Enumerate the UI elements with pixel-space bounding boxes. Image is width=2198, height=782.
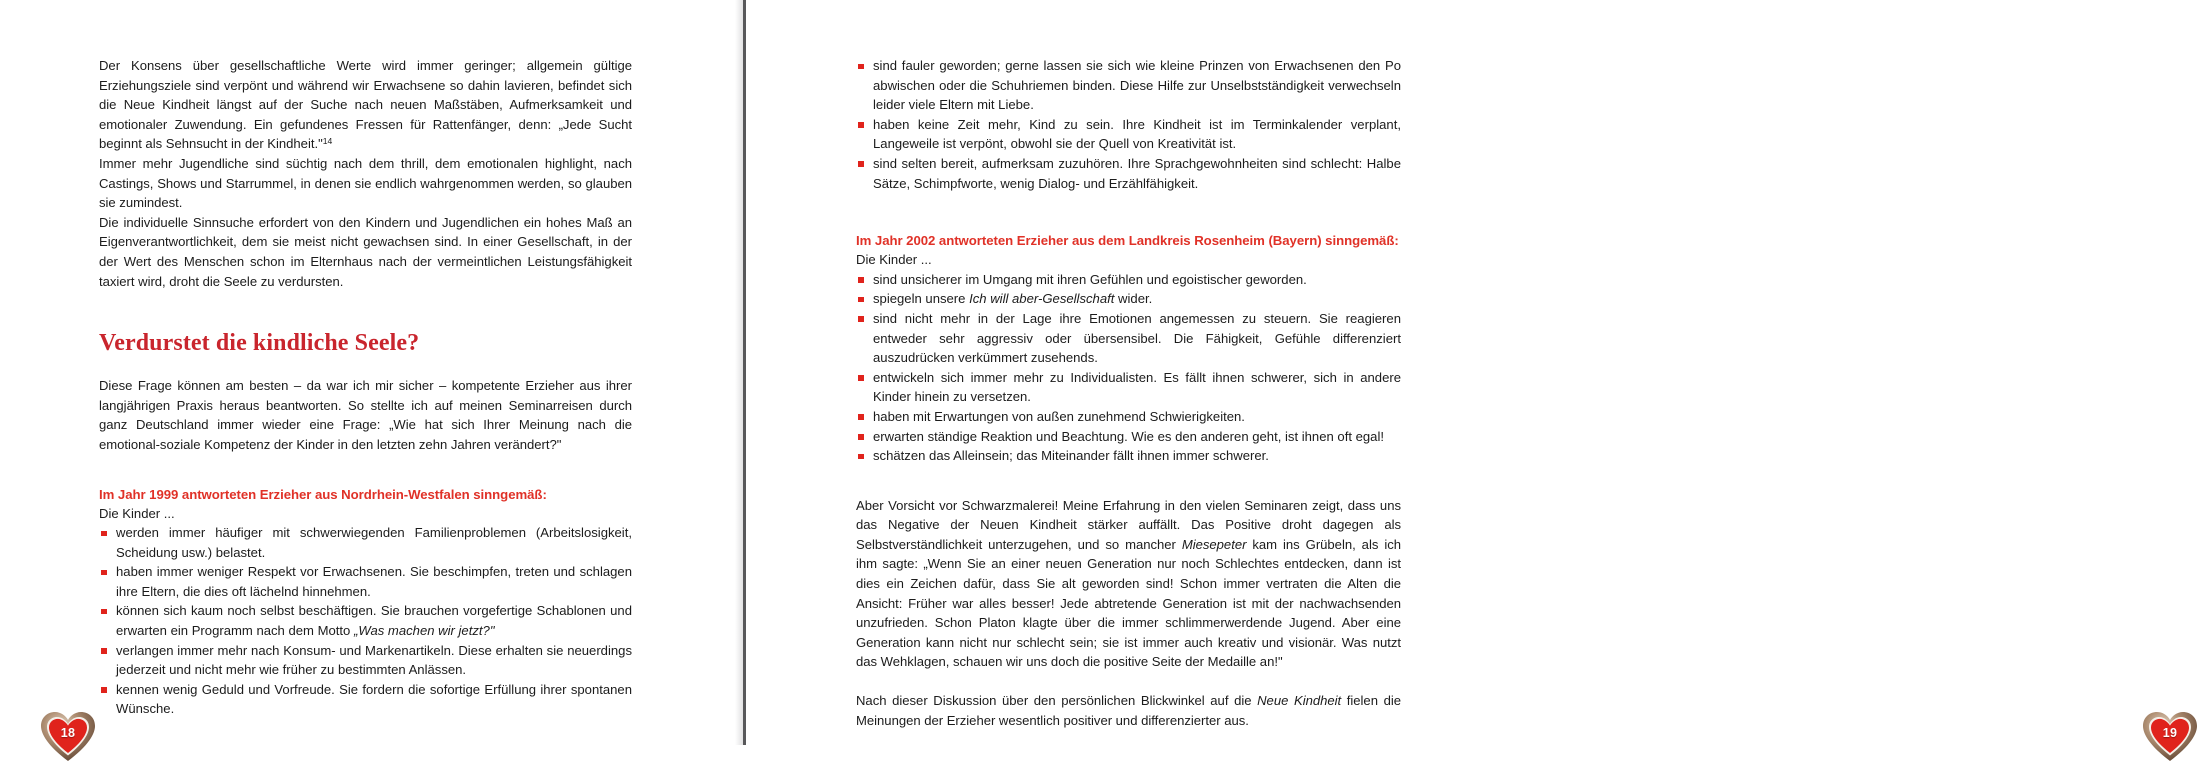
closing-paragraph-2 [856, 691, 1401, 730]
inline-text: sind unsicherer im Umgang mit ihren Gefühlen und egoistischer geworden. [873, 271, 1307, 287]
inline-text: kennen wenig Geduld und Vorfreude. Sie fordern die sofortige Erfüllung ihrer spontanen Wünsche. [116, 681, 632, 717]
emphasis-text: Neue Kindheit [1257, 693, 1342, 709]
list-2002 [856, 270, 1401, 466]
list-item [856, 289, 1401, 309]
footnote-marker-14: 14 [322, 136, 333, 147]
list-item [856, 309, 1401, 368]
inline-text: sind nicht mehr in der Lage ihre Emotionen angemessen zu steuern. Sie reagieren entweder sehr aggressiv oder übersensibel. Die Fähigkeit, Gefühle differenziert auszudrücken verkümmert zusehends. [873, 310, 1401, 366]
lead-in-1999: Die Kinder ... [99, 505, 175, 521]
subheading-2002: Im Jahr 2002 antworteten Erzieher aus dem Landkreis Rosenheim (Bayern) sinngemäß: [856, 233, 1399, 249]
spacer-before-heading [99, 291, 632, 329]
paragraph-after-heading: Diese Frage können am besten – da war ich mir sicher – kompetente Erzieher aus ihrer langjährigen Praxis heraus beantworten. So stellte ich auf meinen Seminarreisen durch ganz Deutschland immer wieder eine Frage: „Wie hat sich Ihrer Meinung nach die emotional-soziale Kompetenz der Kinder in den letzten zehn Jahren verändert?" [99, 378, 632, 452]
inline-text: sind selten bereit, aufmerksam zuzuhören. Ihre Sprachgewohnheiten sind schlecht: Halbe Sätze, Schimpfworte, wenig Dialog- und Erzählfähigkeit. [873, 155, 1401, 191]
inline-text: haben keine Zeit mehr, Kind zu sein. Ihre Kindheit ist im Terminkalender verplant, Langeweile ist verpönt, obwohl sie der Quell von Kreativität ist. [873, 116, 1401, 152]
inline-text: wider. [1114, 291, 1153, 307]
page-number-left: 18 [60, 726, 76, 740]
page-number-right: 19 [2162, 726, 2178, 740]
section-heading: Verdurstet die kindliche Seele? [99, 330, 420, 357]
inline-text: verlangen immer mehr nach Konsum- und Markenartikeln. Diese erhalten sie neuerdings jederzeit und nicht mehr wie früher zu bestimmten Anlässen. [116, 642, 632, 678]
list-item [99, 641, 632, 680]
inline-text: erwarten ständige Reaktion und Beachtung. Wie es den anderen geht, ist ihnen oft egal! [873, 428, 1384, 444]
spacer-before-closing [856, 466, 1401, 496]
lead-in-2002: Die Kinder ... [856, 252, 932, 268]
right-text-column [856, 56, 1401, 730]
list-item [856, 368, 1401, 407]
list-item [99, 680, 632, 719]
inline-text: Nach dieser Diskussion über den persönlichen Blickwinkel auf die [856, 693, 1258, 709]
spacer-between-closing [856, 672, 1401, 691]
emphasis-text: Miesepeter [1181, 536, 1247, 552]
left-text-column [99, 56, 632, 719]
inline-text: kam ins Grübeln, als ich ihm sagte: „Wenn Sie an einer neuen Generation nur noch Schlechtes entdecken, dann ist dies ein Zeichen dafür, dass Sie alt geworden sind! Schon immer vertraten die Alten die Ansicht: Früher war alles besser! Jede abtretende Generation ist mit der nachwachsenden unzufrieden. Schon Platon klagte über die immer schlimmerwerdende Jugend. Aber eine Generation kann nicht nur schlecht sein; sie ist immer auch kreativ und visionär. Was nutzt das Wehklagen, schauen wir uns doch die positive Seite der Medaille an!" [856, 536, 1401, 670]
paragraph-intro-3: Die individuelle Sinnsuche erfordert von den Kindern und Jugendlichen ein hohes Maß an Eigenverantwortlichkeit, dem sie meist nicht gewachsen sind. In einer Gesellschaft, in der der Wert des Menschen schon im Elternhaus nach der vermeintlichen Leistungsfähigkeit taxiert wird, droht die Seele zu verdursten. [99, 214, 632, 289]
inline-text: werden immer häufiger mit schwerwiegenden Familienproblemen (Arbeitslosigkeit, Scheidung usw.) belastet. [116, 525, 632, 560]
inline-text: sind fauler geworden; gerne lassen sie sich wie kleine Prinzen von Erwachsenen den Po abwischen oder die Schuhriemen binden. Diese Hilfe zur Unselbstständigkeit verwechseln leider viele Eltern mit Liebe. [873, 58, 1401, 113]
inline-text: spiegeln unsere [873, 291, 970, 307]
paragraph-intro-1 [99, 56, 632, 154]
paragraph-intro-1-text: Der Konsens über gesellschaftliche Werte wird immer geringer; allgemein gültige Erziehungsziele sind verpönt und während wir Erwachsene so dahin lavieren, befindet sich die Neue Kindheit längst auf der Suche nach neuen Maßstäben, Aufmerksamkeit und emotionaler Zuwendung. Ein gefundenes Fressen für Rattenfänger, denn: „Jede Sucht beginnt als Sehnsucht in der Kindheit." [99, 58, 632, 152]
list-item [99, 523, 632, 562]
list-item [856, 446, 1401, 466]
inline-text: haben mit Erwartungen von außen zunehmend Schwierigkeiten. [873, 408, 1245, 424]
list-item [856, 154, 1401, 193]
list-item [856, 56, 1401, 115]
list-item [856, 115, 1401, 154]
inline-text: entwickeln sich immer mehr zu Individualisten. Es fällt ihnen schwerer, sich in andere Kinder hinein zu versetzen. [873, 369, 1401, 405]
list-item [856, 270, 1401, 290]
list-item [99, 562, 632, 601]
page-number-badge-right [2142, 710, 2198, 764]
list-item [99, 601, 632, 640]
subheading-1999: Im Jahr 1999 antworteten Erzieher aus Nordrhein-Westfalen sinngemäß: [99, 486, 547, 502]
page-right [746, 0, 2178, 782]
closing-paragraph-1 [856, 496, 1401, 672]
inline-text: können sich kaum noch selbst beschäftigen. Sie brauchen vorgefertige Schablonen und erwarten ein Programm nach dem Motto [116, 603, 632, 639]
emphasis-text: „Was machen wir jetzt?" [353, 623, 495, 639]
page-number-badge-left [40, 710, 96, 764]
inline-text: fielen die Meinungen der Erzieher wesentlich positiver und differenzierter aus. [856, 693, 1402, 728]
emphasis-text: Ich will aber-Gesellschaft [969, 291, 1115, 307]
spacer-before-2002 [856, 193, 1401, 231]
list-1999-continued [856, 56, 1401, 193]
list-item [856, 427, 1401, 447]
list-item [856, 407, 1401, 427]
page-left [0, 0, 743, 782]
paragraph-intro-2: Immer mehr Jugendliche sind süchtig nach dem thrill, dem emotionalen highlight, nach Castings, Shows und Starrummel, in denen sie endlich wahrgenommen werden, so glauben sie zumindest. [99, 155, 632, 211]
spacer-after-heading [99, 357, 632, 376]
spacer-before-1999 [99, 455, 632, 485]
inline-text: Aber Vorsicht vor Schwarzmalerei! Meine Erfahrung in den vielen Seminaren zeigt, dass uns das Negative der Neuen Kindheit stärker auffällt. Das Positive droht dagegen als Selbstverständlichkeit unterzugehen, und so mancher [856, 497, 1401, 552]
inline-text: schätzen das Alleinsein; das Miteinander fällt ihnen immer schwerer. [873, 448, 1269, 464]
inline-text: haben immer weniger Respekt vor Erwachsenen. Sie beschimpfen, treten und schlagen ihre Eltern, die dies oft lächelnd hinnehmen. [116, 564, 632, 599]
list-1999 [99, 523, 632, 719]
